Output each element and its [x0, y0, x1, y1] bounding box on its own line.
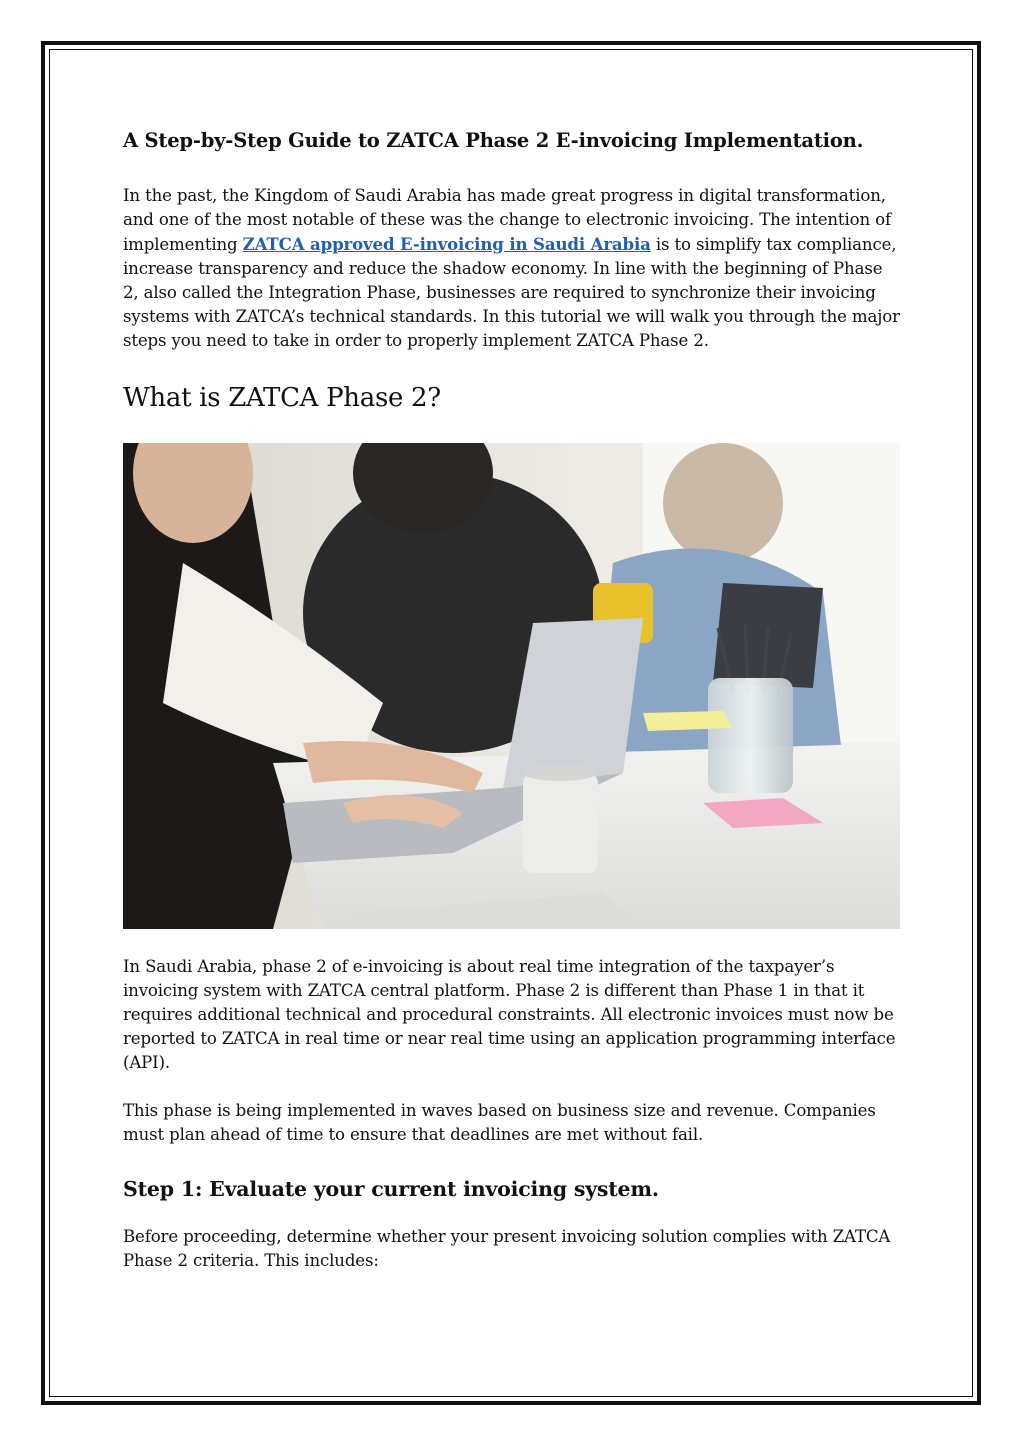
intro-paragraph	[123, 184, 903, 353]
office-team-laptop-photo	[123, 443, 900, 929]
document-body	[123, 120, 903, 1273]
waves-paragraph: This phase is being implemented in waves based on business size and revenue. Companies must plan ahead of time to ensure that deadlines are met without fail.	[123, 1101, 876, 1144]
document-title: A Step-by-Step Guide to ZATCA Phase 2 E-invoicing Implementation.	[123, 129, 864, 152]
phase2-description-paragraph: In Saudi Arabia, phase 2 of e-invoicing is about real time integration of the taxpayer’s invoicing system with ZATCA central platform. Phase 2 is different than Phase 1 in that it requires additional technical and procedural constraints. All electronic invoices must now be reported to ZATCA in real time or near real time using an application programming interface (API).	[123, 957, 896, 1072]
intro-text-after-link: is to simplify tax compliance, increase transparency and reduce the shadow economy. In line with the beginning of Phase 2, also called the Integration Phase, businesses are required to synchronize their invoicing systems with ZATCA’s technical standards. In this tutorial we will walk you through the major steps you need to take in order to properly implement ZATCA Phase 2.	[123, 235, 900, 350]
zatca-einvoicing-link[interactable]: ZATCA approved E-invoicing in Saudi Arabia	[242, 234, 651, 254]
step-1-paragraph: Before proceeding, determine whether your present invoicing solution complies with ZATCA Phase 2 criteria. This includes:	[123, 1227, 891, 1270]
intro-text-before-link: In the past, the Kingdom of Saudi Arabia has made great progress in digital transformation, and one of the most notable of these was the change to electronic invoicing. The intention of implementing	[123, 186, 891, 254]
step-1-heading: Step 1: Evaluate your current invoicing system.	[123, 1177, 659, 1201]
section-heading: What is ZATCA Phase 2?	[123, 383, 441, 413]
